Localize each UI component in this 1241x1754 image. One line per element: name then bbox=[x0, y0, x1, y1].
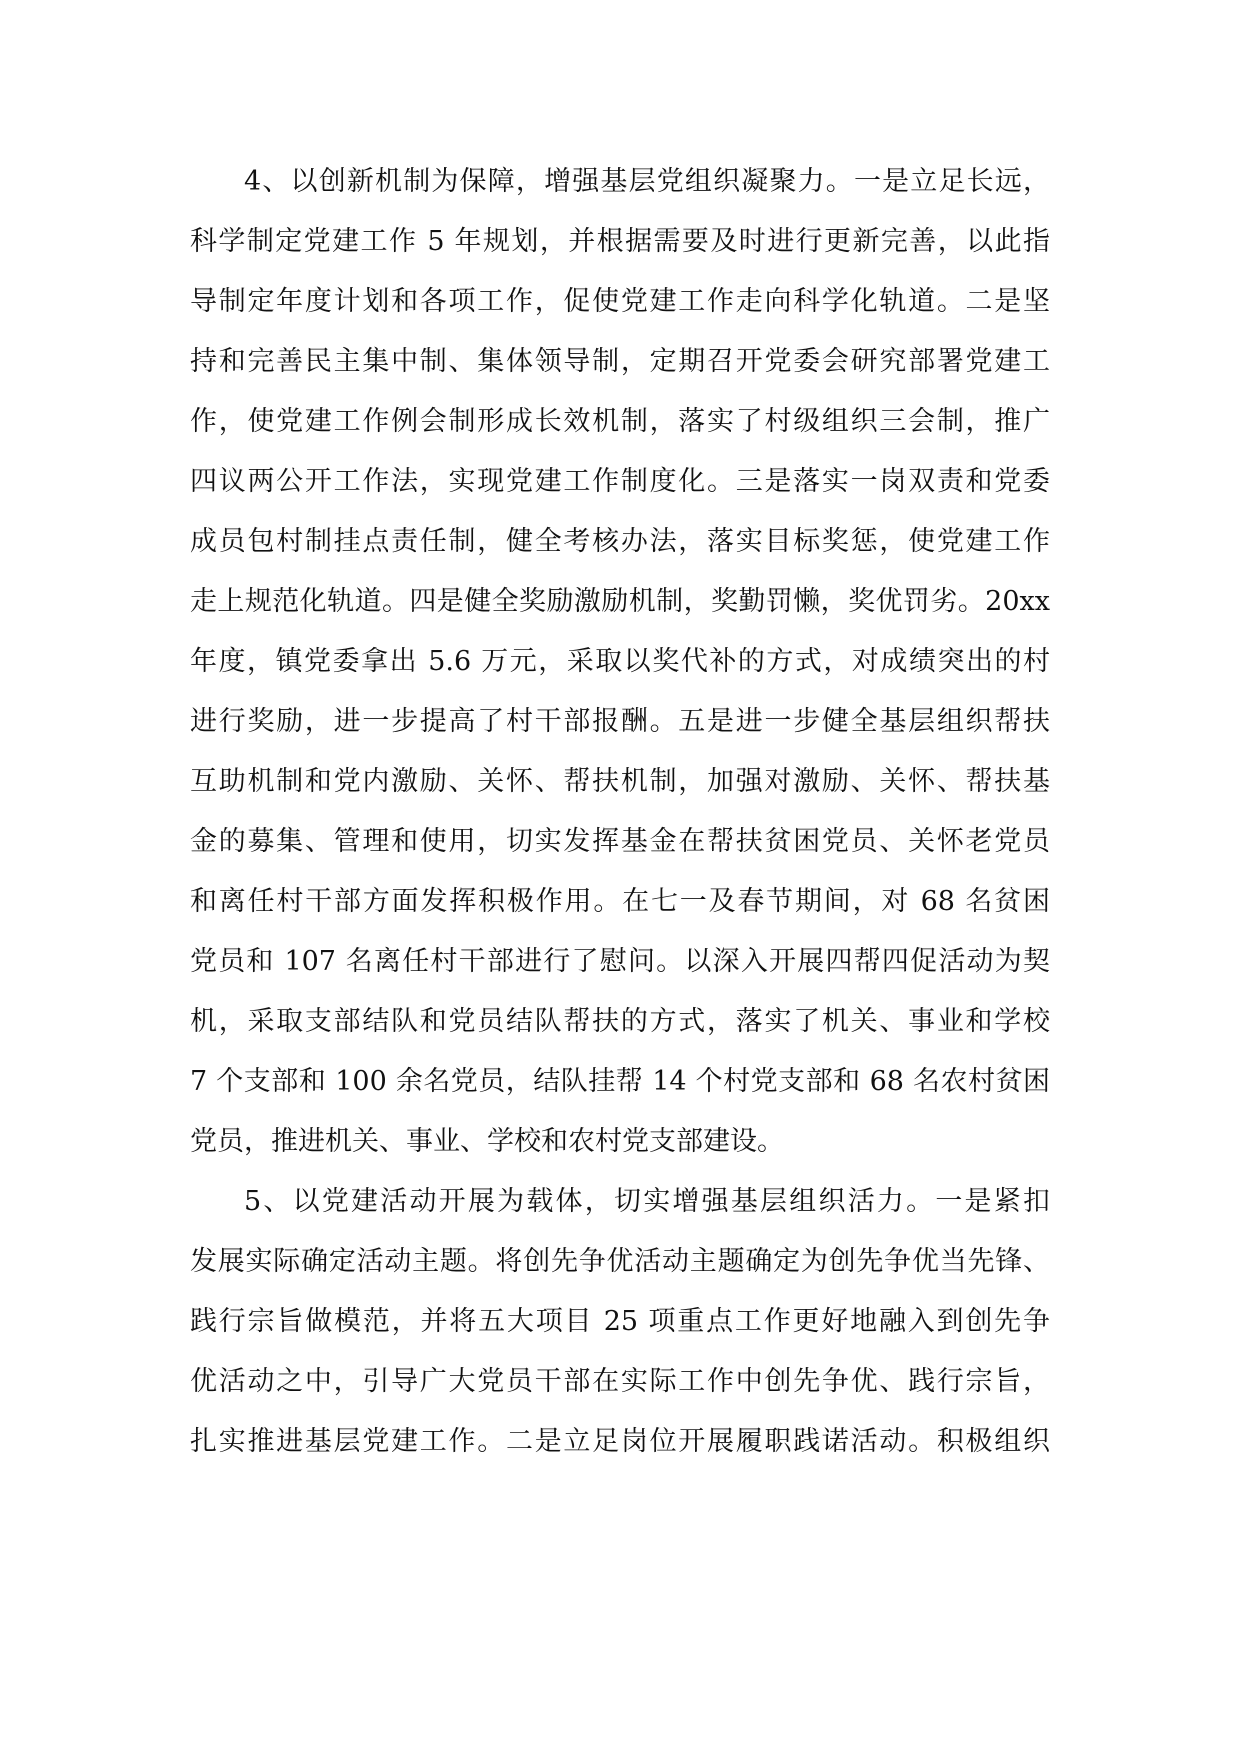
paragraph-4-line-16: 7 个支部和 100 余名党员，结队挂帮 14 个村党支部和 68 名农村贫困 bbox=[190, 1066, 1050, 1097]
paragraph-5-line-3: 践行宗旨做模范，并将五大项目 25 项重点工作更好地融入到创先争 bbox=[190, 1306, 1050, 1337]
paragraph-4-line-17: 党员，推进机关、事业、学校和农村党支部建设。 bbox=[190, 1126, 784, 1157]
paragraph-4-line-10: 进行奖励，进一步提高了村干部报酬。五是进一步健全基层组织帮扶 bbox=[190, 706, 1050, 737]
paragraph-4-line-8: 走上规范化轨道。四是健全奖励激励机制，奖勤罚懒，奖优罚劣。20xx bbox=[190, 586, 1050, 617]
paragraph-4-line-9: 年度，镇党委拿出 5.6 万元，采取以奖代补的方式，对成绩突出的村 bbox=[190, 646, 1050, 677]
paragraph-5-line-1: 5、以党建活动开展为载体，切实增强基层组织活力。一是紧扣 bbox=[244, 1186, 1050, 1217]
paragraph-4-line-12: 金的募集、管理和使用，切实发挥基金在帮扶贫困党员、关怀老党员 bbox=[190, 826, 1050, 857]
document-body bbox=[190, 152, 1050, 1472]
paragraph-4-line-5: 作，使党建工作例会制形成长效机制，落实了村级组织三会制，推广 bbox=[190, 406, 1050, 437]
paragraph-4-line-7: 成员包村制挂点责任制，健全考核办法，落实目标奖惩，使党建工作 bbox=[190, 526, 1050, 557]
paragraph-4-line-1: 4、以创新机制为保障，增强基层党组织凝聚力。一是立足长远， bbox=[244, 166, 1050, 197]
paragraph-4-line-3: 导制定年度计划和各项工作，促使党建工作走向科学化轨道。二是坚 bbox=[190, 286, 1050, 317]
paragraph-4-line-2: 科学制定党建工作 5 年规划，并根据需要及时进行更新完善，以此指 bbox=[190, 226, 1050, 257]
paragraph-5-line-5: 扎实推进基层党建工作。二是立足岗位开展履职践诺活动。积极组织 bbox=[190, 1426, 1050, 1457]
paragraph-4-line-13: 和离任村干部方面发挥积极作用。在七一及春节期间，对 68 名贫困 bbox=[190, 886, 1050, 917]
paragraph-5-line-2: 发展实际确定活动主题。将创先争优活动主题确定为创先争优当先锋、 bbox=[190, 1246, 1050, 1277]
paragraph-4-line-6: 四议两公开工作法，实现党建工作制度化。三是落实一岗双责和党委 bbox=[190, 466, 1050, 497]
paragraph-4-line-4: 持和完善民主集中制、集体领导制，定期召开党委会研究部署党建工 bbox=[190, 346, 1050, 377]
paragraph-4-line-15: 机，采取支部结队和党员结队帮扶的方式，落实了机关、事业和学校 bbox=[190, 1006, 1050, 1037]
paragraph-5-line-4: 优活动之中，引导广大党员干部在实际工作中创先争优、践行宗旨， bbox=[190, 1366, 1050, 1397]
paragraph-4-line-11: 互助机制和党内激励、关怀、帮扶机制，加强对激励、关怀、帮扶基 bbox=[190, 766, 1050, 797]
paragraph-4-line-14: 党员和 107 名离任村干部进行了慰问。以深入开展四帮四促活动为契 bbox=[190, 946, 1050, 977]
